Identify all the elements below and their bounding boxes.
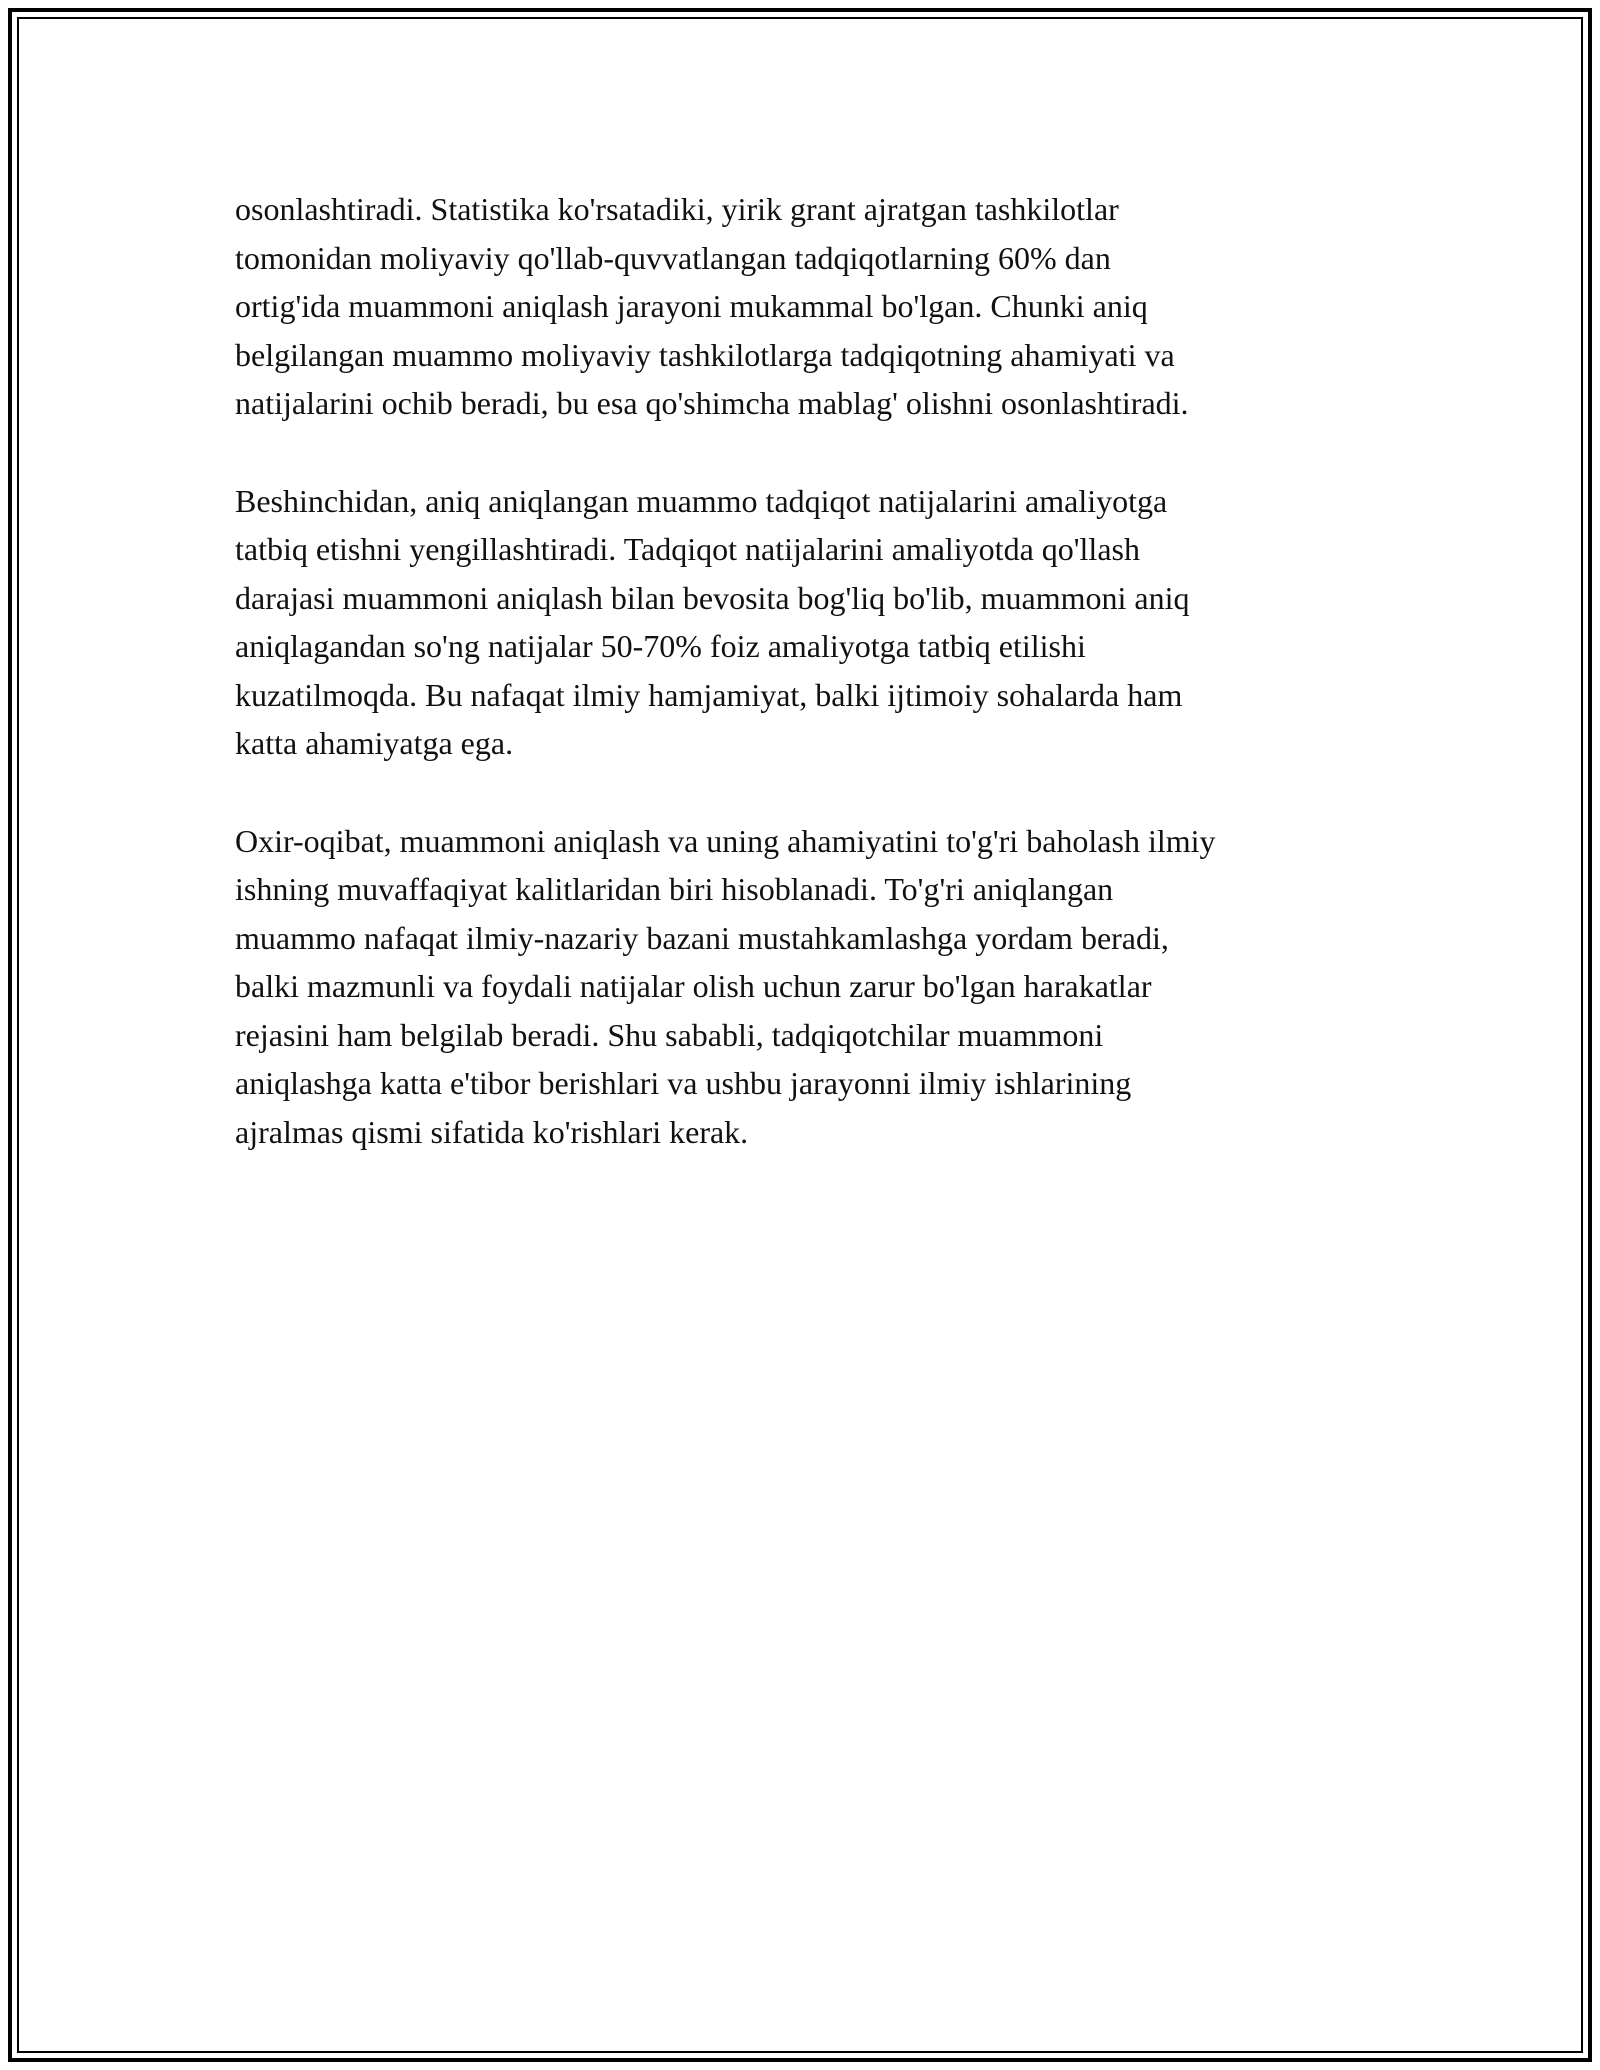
text-line: tomonidan moliyaviy qo'llab-quvvatlangan tadqiqotlarning 60% dan [235,239,1111,276]
text-line: aniqlagandan so'ng natijalar 50-70% foiz amaliyotga tatbiq etilishi [235,628,1086,664]
text-line: ortig'ida muammoni aniqlash jarayoni mukammal bo'lgan. Chunki aniq [235,288,1148,324]
text-line: ishning muvaffaqiyat kalitlaridan biri hisoblanadi. To'g'ri aniqlangan [235,871,1114,907]
text-line: Oxir-oqibat, muammoni aniqlash va uning ahamiyatini to'g'ri baholash ilmiy [235,822,1216,859]
paragraph-2 [235,477,1385,768]
text-line: ajralmas qismi sifatida ko'rishlari kerak. [235,1113,749,1150]
text-line: belgilangan muammo moliyaviy tashkilotlarga tadqiqotning ahamiyati va [235,336,1175,373]
text-line: aniqlashga katta e'tibor berishlari va ushbu jarayonni ilmiy ishlarining [235,1065,1132,1101]
text-line: natijalarini ochib beradi, bu esa qo'shimcha mablag' olishni osonlashtiradi. [235,385,1189,421]
text-line: balki mazmunli va foydali natijalar olish uchun zarur bo'lgan harakatlar [235,968,1152,1004]
text-line: muammo nafaqat ilmiy-nazariy bazani mustahkamlashga yordam beradi, [235,919,1169,956]
text-line: rejasini ham belgilab beradi. Shu sababli, tadqiqotchilar muammoni [235,1016,1104,1053]
text-line: darajasi muammoni aniqlash bilan bevosita bog'liq bo'lib, muammoni aniq [235,579,1190,616]
paragraph-3 [235,817,1385,1157]
text-line: kuzatilmoqda. Bu nafaqat ilmiy hamjamiyat, balki ijtimoiy sohalarda ham [235,676,1183,713]
text-line: tatbiq etishni yengillashtiradi. Tadqiqot natijalarini amaliyotda qo'llash [235,531,1140,567]
document-body [235,185,1385,1205]
text-line: osonlashtiradi. Statistika ko'rsatadiki, yirik grant ajratgan tashkilotlar [235,191,1119,227]
paragraph-1 [235,185,1385,428]
text-line: katta ahamiyatga ega. [235,725,514,761]
text-line: Beshinchidan, aniq aniqlangan muammo tadqiqot natijalarini amaliyotga [235,482,1168,519]
